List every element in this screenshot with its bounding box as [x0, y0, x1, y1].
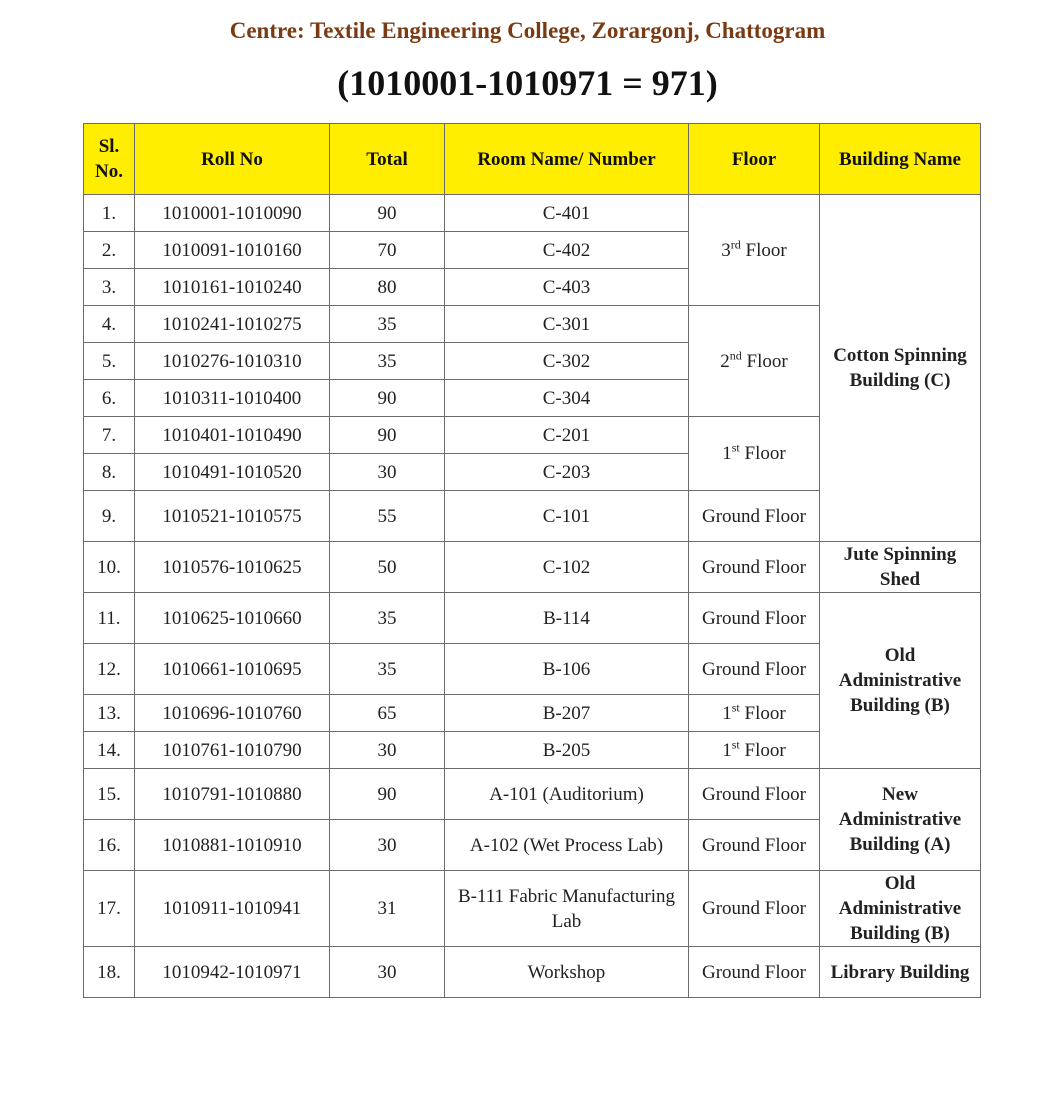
room-cell: C-403 — [445, 269, 689, 306]
roll-cell: 1010161-1010240 — [135, 269, 330, 306]
total-cell: 65 — [330, 695, 445, 732]
room-cell: A-102 (Wet Process Lab) — [445, 820, 689, 871]
floor-cell-ground: Ground Floor — [689, 593, 820, 644]
room-cell: C-402 — [445, 232, 689, 269]
floor-suffix: st — [731, 440, 740, 455]
floor-cell-ground: Ground Floor — [689, 871, 820, 947]
roll-cell: 1010881-1010910 — [135, 820, 330, 871]
sl-cell: 10. — [84, 542, 135, 593]
total-cell: 90 — [330, 380, 445, 417]
building-cell-old-admin: Old Administrative Building (B) — [820, 871, 981, 947]
header-sl: Sl. No. — [84, 124, 135, 195]
room-cell: C-101 — [445, 491, 689, 542]
building-cell-library: Library Building — [820, 947, 981, 998]
floor-number: 1 — [722, 702, 732, 724]
roll-cell: 1010276-1010310 — [135, 343, 330, 380]
total-cell: 30 — [330, 454, 445, 491]
header-floor: Floor — [689, 124, 820, 195]
room-cell: B-111 Fabric Manufacturing Lab — [445, 871, 689, 947]
room-cell: C-302 — [445, 343, 689, 380]
table-row — [84, 542, 981, 593]
building-cell-jute: Jute Spinning Shed — [820, 542, 981, 593]
room-cell: C-102 — [445, 542, 689, 593]
sl-cell: 14. — [84, 732, 135, 769]
floor-suffix: nd — [729, 348, 742, 363]
floor-word: Floor — [744, 702, 786, 724]
floor-cell-ground: Ground Floor — [689, 947, 820, 998]
total-cell: 35 — [330, 343, 445, 380]
total-cell: 30 — [330, 820, 445, 871]
room-cell: C-401 — [445, 195, 689, 232]
total-cell: 50 — [330, 542, 445, 593]
total-cell: 35 — [330, 644, 445, 695]
header-roll-no: Roll No — [135, 124, 330, 195]
table-header-row — [84, 124, 981, 195]
floor-cell-3rd — [689, 195, 820, 306]
sl-cell: 15. — [84, 769, 135, 820]
total-cell: 90 — [330, 195, 445, 232]
sl-cell: 7. — [84, 417, 135, 454]
table-row — [84, 947, 981, 998]
floor-cell-ground: Ground Floor — [689, 542, 820, 593]
floor-cell-ground: Ground Floor — [689, 644, 820, 695]
sl-cell: 17. — [84, 871, 135, 947]
floor-suffix: st — [731, 700, 740, 715]
room-cell: C-203 — [445, 454, 689, 491]
sl-cell: 6. — [84, 380, 135, 417]
roll-cell: 1010791-1010880 — [135, 769, 330, 820]
floor-number: 1 — [722, 739, 732, 761]
sl-cell: 2. — [84, 232, 135, 269]
total-cell: 90 — [330, 769, 445, 820]
header-room: Room Name/ Number — [445, 124, 689, 195]
roll-cell: 1010311-1010400 — [135, 380, 330, 417]
roll-cell: 1010491-1010520 — [135, 454, 330, 491]
floor-cell-1st — [689, 732, 820, 769]
seat-plan-table — [83, 123, 981, 998]
total-cell: 35 — [330, 593, 445, 644]
table-row — [84, 871, 981, 947]
sl-cell: 9. — [84, 491, 135, 542]
total-cell: 80 — [330, 269, 445, 306]
floor-word: Floor — [744, 443, 786, 464]
roll-cell: 1010942-1010971 — [135, 947, 330, 998]
floor-cell-ground: Ground Floor — [689, 491, 820, 542]
centre-title: Centre: Textile Engineering College, Zorargonj, Chattogram — [229, 18, 826, 43]
room-cell: Workshop — [445, 947, 689, 998]
room-cell: C-304 — [445, 380, 689, 417]
room-cell: C-201 — [445, 417, 689, 454]
floor-number: 1 — [722, 443, 732, 464]
roll-cell: 1010661-1010695 — [135, 644, 330, 695]
roll-cell: 1010911-1010941 — [135, 871, 330, 947]
header-total: Total — [330, 124, 445, 195]
roll-cell: 1010091-1010160 — [135, 232, 330, 269]
sl-cell: 16. — [84, 820, 135, 871]
roll-cell: 1010696-1010760 — [135, 695, 330, 732]
total-cell: 30 — [330, 732, 445, 769]
sl-cell: 5. — [84, 343, 135, 380]
building-cell-old-admin: Old Administrative Building (B) — [820, 593, 981, 769]
building-cell-cotton: Cotton Spinning Building (C) — [820, 195, 981, 542]
floor-word: Floor — [744, 739, 786, 761]
sl-cell: 8. — [84, 454, 135, 491]
roll-cell: 1010001-1010090 — [135, 195, 330, 232]
table-row — [84, 593, 981, 644]
floor-word: Floor — [746, 350, 788, 372]
room-cell: B-205 — [445, 732, 689, 769]
roll-cell: 1010521-1010575 — [135, 491, 330, 542]
header-building: Building Name — [820, 124, 981, 195]
floor-cell-1st — [689, 695, 820, 732]
floor-cell-ground: Ground Floor — [689, 769, 820, 820]
sl-cell: 18. — [84, 947, 135, 998]
total-cell: 55 — [330, 491, 445, 542]
room-cell: A-101 (Auditorium) — [445, 769, 689, 820]
sl-cell: 13. — [84, 695, 135, 732]
roll-cell: 1010625-1010660 — [135, 593, 330, 644]
roll-range-title: (1010001-1010971 = 971) — [337, 63, 718, 103]
total-cell: 30 — [330, 947, 445, 998]
floor-number: 2 — [720, 350, 730, 372]
floor-word: Floor — [745, 239, 787, 261]
table-row — [84, 769, 981, 820]
room-cell: B-114 — [445, 593, 689, 644]
floor-suffix: st — [731, 737, 740, 752]
roll-cell: 1010576-1010625 — [135, 542, 330, 593]
room-cell: B-207 — [445, 695, 689, 732]
room-cell: C-301 — [445, 306, 689, 343]
sl-cell: 4. — [84, 306, 135, 343]
floor-cell-2nd — [689, 306, 820, 417]
floor-number: 3 — [721, 239, 731, 261]
total-cell: 31 — [330, 871, 445, 947]
total-cell: 70 — [330, 232, 445, 269]
roll-cell: 1010761-1010790 — [135, 732, 330, 769]
roll-cell: 1010401-1010490 — [135, 417, 330, 454]
sl-cell: 1. — [84, 195, 135, 232]
total-cell: 35 — [330, 306, 445, 343]
roll-cell: 1010241-1010275 — [135, 306, 330, 343]
room-cell: B-106 — [445, 644, 689, 695]
sl-cell: 12. — [84, 644, 135, 695]
floor-cell-ground: Ground Floor — [689, 820, 820, 871]
sl-cell: 11. — [84, 593, 135, 644]
total-cell: 90 — [330, 417, 445, 454]
sl-cell: 3. — [84, 269, 135, 306]
floor-suffix: rd — [730, 237, 741, 252]
building-cell-new-admin: New Administrative Building (A) — [820, 769, 981, 871]
table-row — [84, 195, 981, 232]
floor-cell-1st — [689, 417, 820, 491]
